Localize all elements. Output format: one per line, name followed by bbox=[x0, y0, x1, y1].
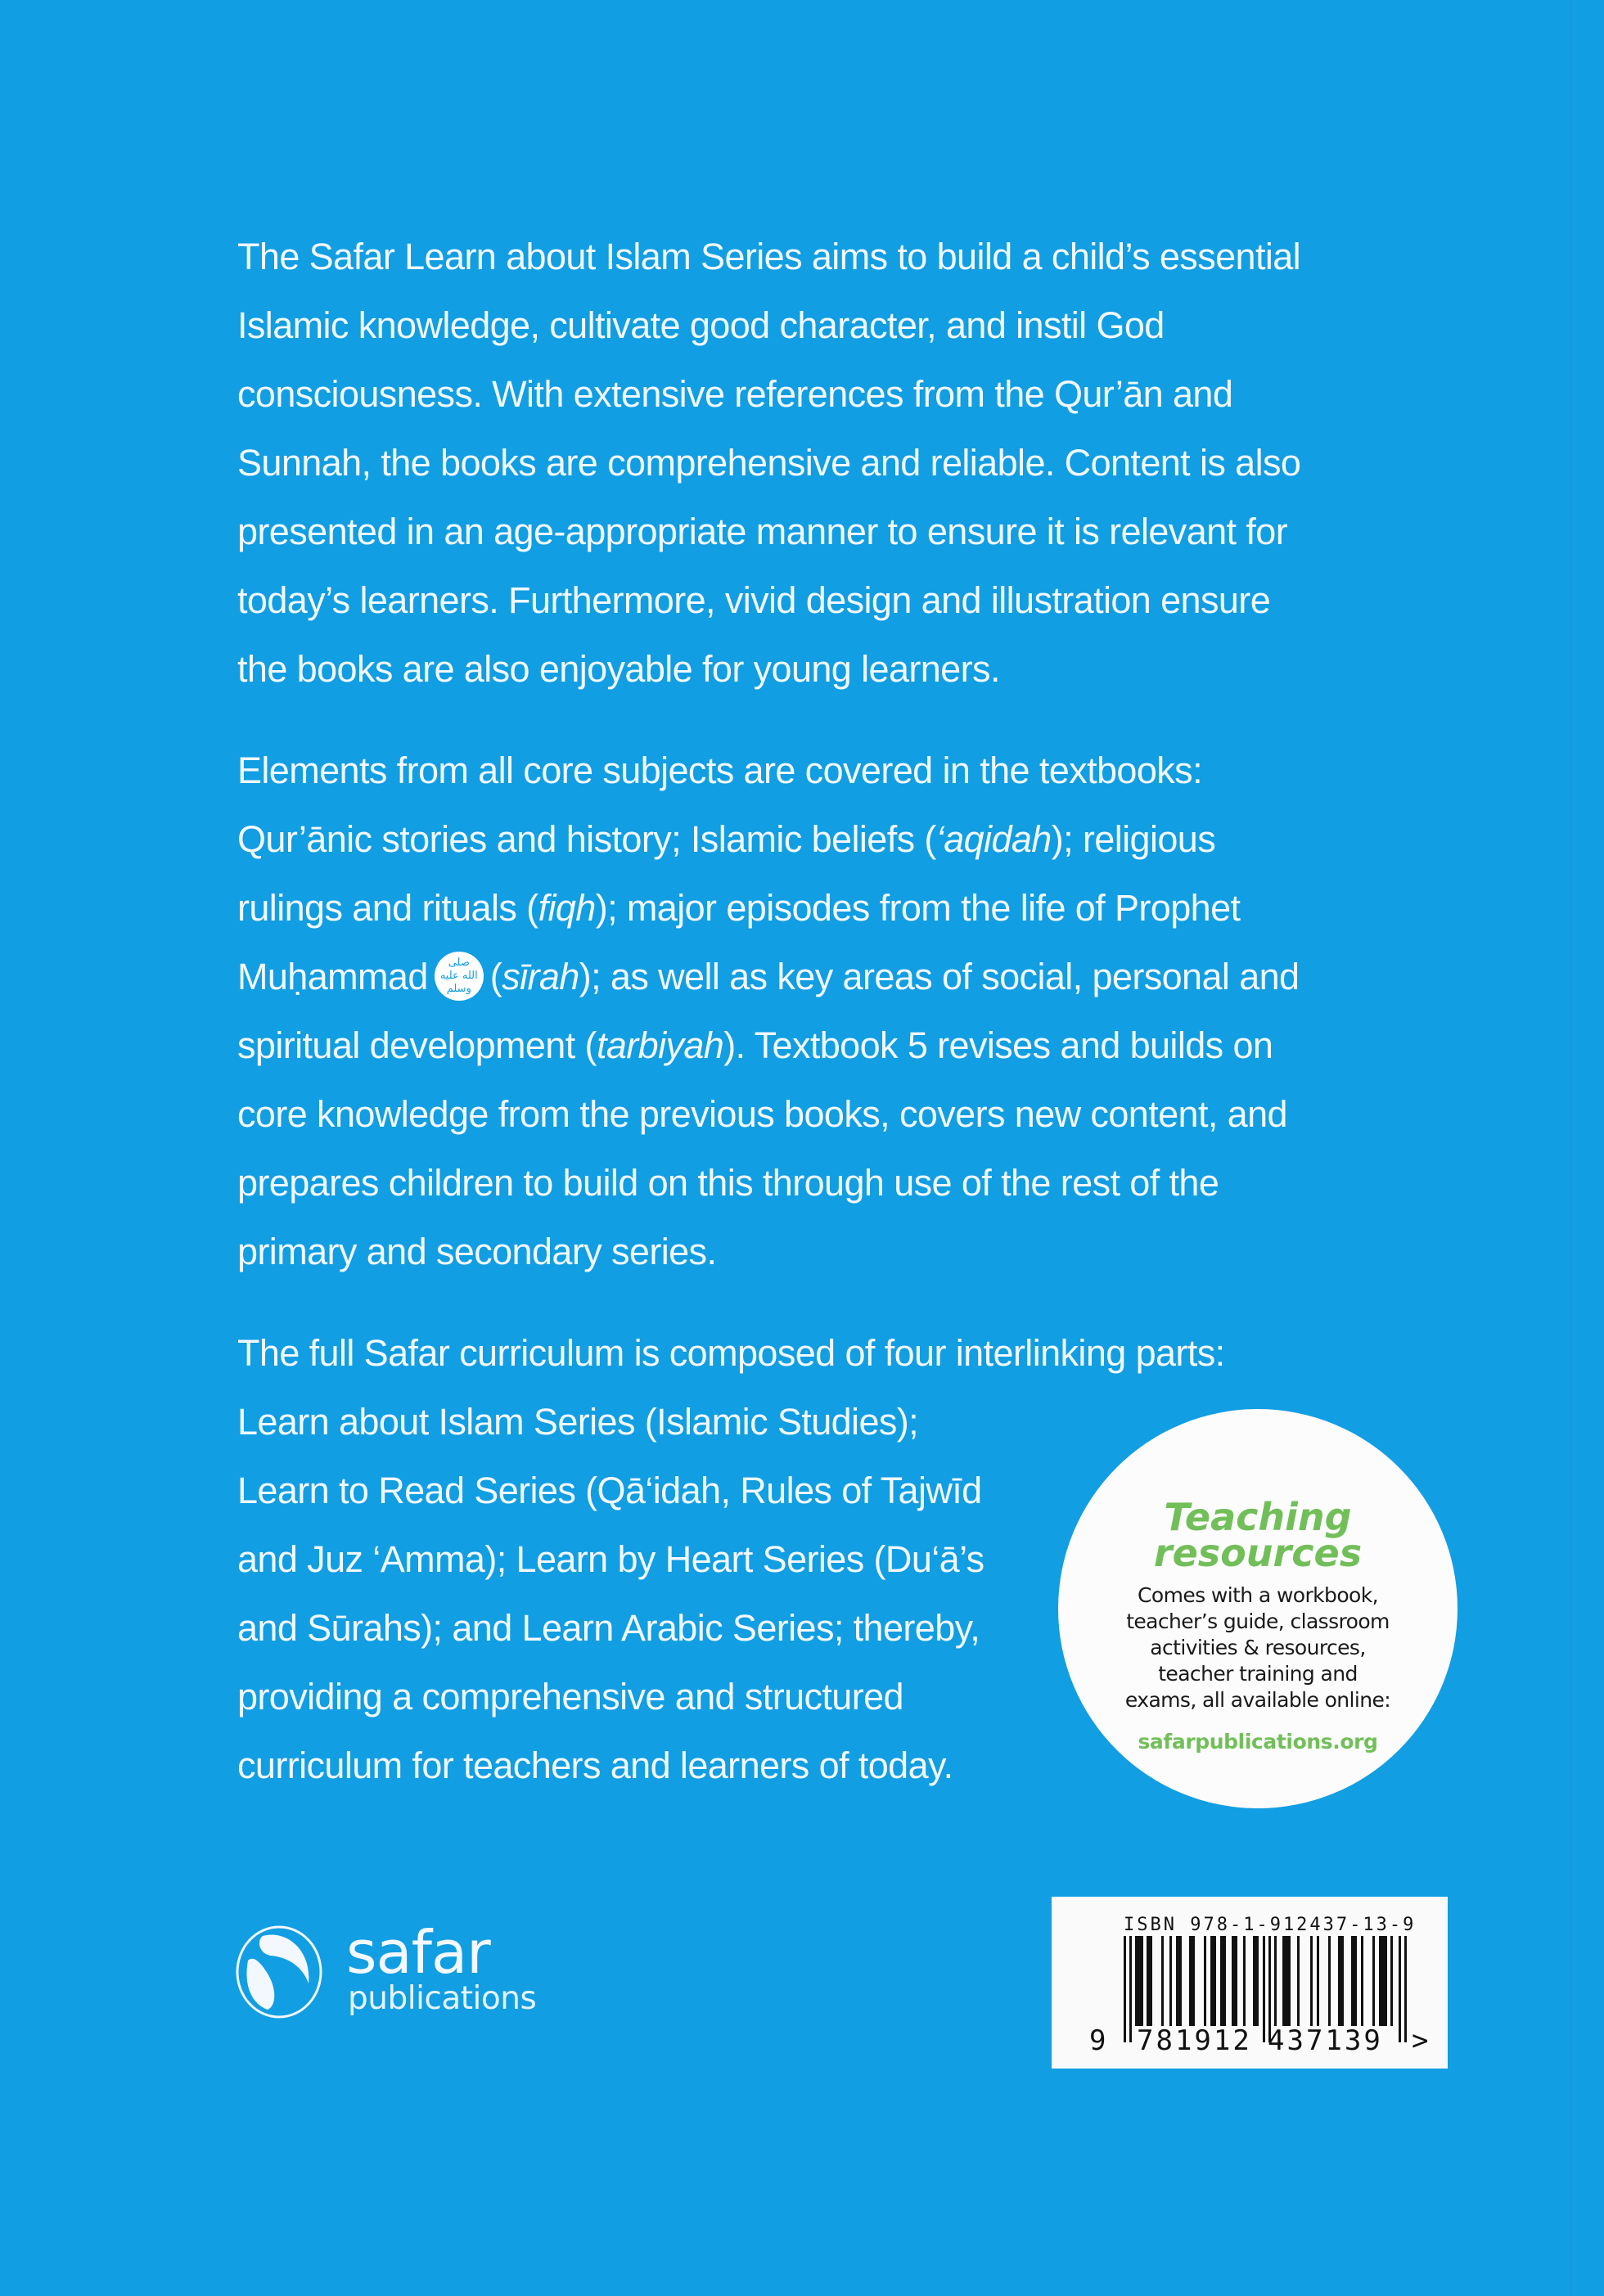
safar-publications-logo bbox=[235, 1918, 562, 2023]
text-line: The Safar Learn about Islam Series aims to build a child’s essential bbox=[237, 236, 1301, 277]
text-span: rulings and rituals ( bbox=[237, 887, 538, 929]
description-line: activities & resources, bbox=[1150, 1636, 1366, 1659]
text-span: ); religious bbox=[1051, 818, 1216, 860]
text-line: Sunnah, the books are comprehensive and reliable. Content is also bbox=[237, 442, 1301, 484]
intro-paragraph bbox=[237, 223, 1300, 704]
quiet-zone-marker: > bbox=[1412, 2024, 1429, 2057]
term-sirah: sīrah bbox=[502, 956, 579, 997]
barcode-first-digit: 9 bbox=[1089, 2024, 1106, 2057]
text-line bbox=[237, 1011, 1300, 1080]
teaching-resources-title bbox=[1058, 1495, 1458, 1575]
text-line: and Sūrahs); and Learn Arabic Series; thereby, bbox=[237, 1607, 980, 1649]
text-span: ); major episodes from the life of Prophet bbox=[595, 887, 1241, 929]
teaching-resources-description bbox=[1058, 1582, 1458, 1713]
term-aqidah: ‘aqidah bbox=[935, 818, 1052, 860]
barcode-left-digits: 781912 bbox=[1137, 2024, 1252, 2057]
text-line: The full Safar curriculum is composed of four interlinking parts: bbox=[237, 1332, 1225, 1374]
description-line: Comes with a workbook, bbox=[1138, 1583, 1378, 1607]
text-line: core knowledge from the previous books, covers new content, and bbox=[237, 1093, 1287, 1135]
subjects-paragraph bbox=[237, 736, 1300, 1286]
term-tarbiyah: tarbiyah bbox=[596, 1024, 724, 1066]
pbuh-line: الله عليه bbox=[439, 970, 478, 983]
text-span: spiritual development ( bbox=[237, 1024, 597, 1066]
title-line: resources bbox=[1153, 1531, 1363, 1575]
logo-wordmark: safar bbox=[346, 1918, 490, 1987]
isbn-label: ISBN 978-1-912437-13-9 bbox=[1124, 1915, 1417, 1935]
description-line: teacher training and bbox=[1158, 1662, 1358, 1686]
text-line: Learn about Islam Series (Islamic Studies); bbox=[237, 1401, 919, 1443]
title-line: Teaching bbox=[1164, 1495, 1352, 1539]
website-link[interactable]: safarpublications.org bbox=[1138, 1730, 1378, 1754]
safar-s-logo-icon bbox=[235, 1925, 323, 2019]
isbn-barcode bbox=[1052, 1897, 1448, 2069]
logo-subtitle: publications bbox=[348, 1980, 537, 2017]
text-line: presented in an age-appropriate manner to ensure it is relevant for bbox=[237, 511, 1288, 552]
text-line: today’s learners. Furthermore, vivid design and illustration ensure bbox=[237, 579, 1271, 621]
barcode-right-digits: 437139 bbox=[1268, 2024, 1383, 2057]
text-line: prepares children to build on this through use of the rest of the bbox=[237, 1162, 1219, 1204]
text-line bbox=[237, 943, 1300, 1011]
text-line bbox=[237, 874, 1300, 943]
spine-fold-line bbox=[1570, 0, 1572, 2296]
text-span: Muḥammad bbox=[237, 956, 428, 997]
text-span: ). Textbook 5 revises and builds on bbox=[723, 1024, 1273, 1066]
text-line: curriculum for teachers and learners of today. bbox=[237, 1745, 953, 1786]
text-line: the books are also enjoyable for young learners. bbox=[237, 648, 1000, 690]
description-line: teacher’s guide, classroom bbox=[1126, 1609, 1390, 1633]
text-line: providing a comprehensive and structured bbox=[237, 1676, 903, 1717]
description-line: exams, all available online: bbox=[1124, 1688, 1391, 1712]
text-line bbox=[237, 805, 1300, 874]
pbuh-calligraphy-icon bbox=[435, 952, 484, 1001]
text-line: primary and secondary series. bbox=[237, 1231, 717, 1272]
text-line: Learn to Read Series (Qā‘idah, Rules of Tajwīd bbox=[237, 1470, 982, 1511]
pbuh-line: وسلم bbox=[446, 983, 471, 996]
text-span: Qur’ānic stories and history; Islamic beliefs ( bbox=[237, 818, 936, 860]
text-span: ); as well as key areas of social, personal and bbox=[579, 956, 1300, 997]
text-span: ( bbox=[489, 956, 502, 997]
teaching-resources-badge bbox=[1058, 1409, 1458, 1808]
text-line: and Juz ‘Amma); Learn by Heart Series (Du‘ā’s bbox=[237, 1538, 984, 1580]
text-line: Islamic knowledge, cultivate good character, and instil God bbox=[237, 304, 1165, 346]
term-fiqh: fiqh bbox=[538, 887, 596, 929]
pbuh-line: صلى bbox=[448, 957, 470, 970]
text-line: Elements from all core subjects are covered in the textbooks: bbox=[237, 750, 1202, 791]
text-line: consciousness. With extensive references from the Qur’ān and bbox=[237, 373, 1233, 415]
